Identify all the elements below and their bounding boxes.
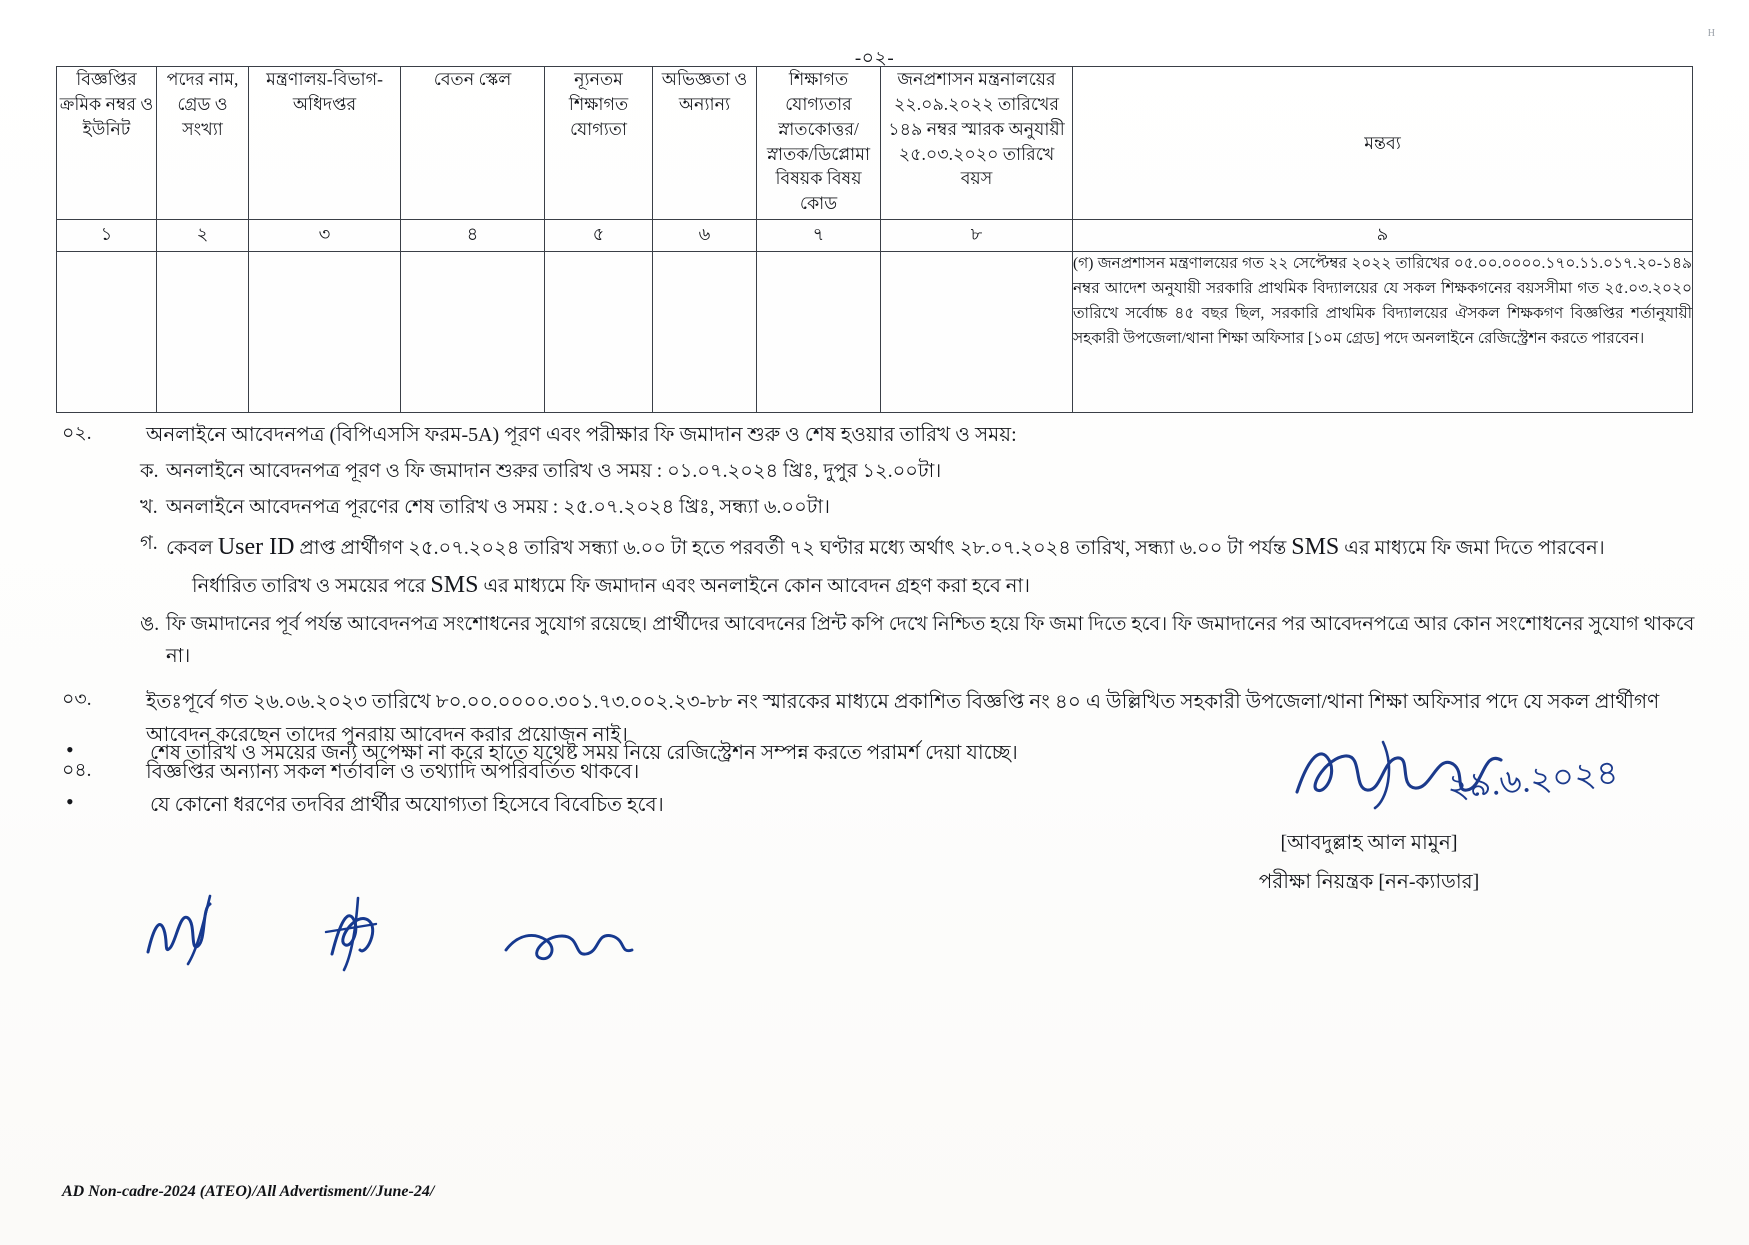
subitem-kha	[140, 492, 1696, 524]
column-number: ৪	[401, 220, 545, 252]
clause-04-text: বিজ্ঞপ্তির অন্যান্য সকল শর্তাবলি ও তথ্যাদি অপরিবর্তিত থাকবে।	[146, 761, 640, 784]
table-header-remarks: মন্তব্য	[1073, 67, 1693, 220]
clause-04-number: ০৪.	[62, 760, 92, 782]
table-header-post: পদের নাম, গ্রেড ও সংখ্যা	[157, 67, 249, 220]
subitem-ga-line2-b: এর মাধ্যমে ফি জমাদান এবং অনলাইনে কোন আবেদন গ্রহণ করা হবে না।	[478, 576, 1030, 598]
subitem-ga-line1-c: এর মাধ্যমে ফি জমা দিতে পারবেন।	[1339, 537, 1605, 559]
column-number: ৩	[249, 220, 401, 252]
clause-02-number: ০২.	[62, 423, 92, 444]
footer-reference: AD Non-cadre-2024 (ATEO)/All Advertisment//June-24/	[62, 1183, 435, 1200]
subitem-kha-text: অনলাইনে আবেদনপত্র পূরণের শেষ তারিখ ও সময় : ২৫.০৭.২০২৪ খ্রিঃ, সন্ধ্যা ৬.০০টা।	[166, 496, 831, 518]
column-number: ৬	[653, 220, 757, 252]
table-header-serial: বিজ্ঞপ্তির ক্রমিক নম্বর ও ইউনিট	[57, 67, 157, 220]
subitem-kha-marker: খ.	[140, 496, 158, 518]
cell-remarks: (গ) জনপ্রশাসন মন্ত্রণালয়ের গত ২২ সেপ্টেম্বর ২০২২ তারিখের ০৫.০০.০০০০.১৭০.১১.০১৭.২০-১৪৯ নম্বর আদেশ অনুযায়ী সরকারি প্রাথমিক বিদ্যালয়ের যে সকল শিক্ষকগনের বয়সসীমা গত ২৫.০৩.২০২০ তারিখে সর্বোচ্চ ৪৫ বছর ছিল, সরকারি প্রাথমিক বিদ্যালয়ের ঐসকল শিক্ষকগণ বিজ্ঞপ্তির শর্তানুযায়ী সহকারী উপজেলা/থানা শিক্ষা অফিসার [১০ম গ্রেড] পদে অনলাইনে রেজিস্ট্রেশন করতে পারবেন।	[1073, 252, 1693, 413]
subitem-ga-line2-a: নির্ধারিত তারিখ ও সময়ের পরে	[192, 576, 431, 598]
subitem-ga	[140, 528, 1696, 606]
corner-mark: H	[1707, 28, 1715, 39]
handwritten-signature	[1109, 740, 1629, 812]
column-number: ৫	[545, 220, 653, 252]
subitem-ga-userid-label: User ID	[217, 533, 295, 560]
cell-experience	[653, 252, 757, 413]
bullet-text: শেষ তারিখ ও সময়ের জন্য অপেক্ষা না করে হাতে যথেষ্ট সময় নিয়ে রেজিস্ট্রেশন সম্পন্ন করতে পরামর্শ দেয়া যাচ্ছে।	[150, 742, 1018, 764]
clause-03-text: ইতঃপূর্বে গত ২৬.০৬.২০২৩ তারিখে ৮০.০০.০০০০.৩০১.৭৩.০০২.২৩-৮৮ নং স্মারকের মাধ্যমে প্রকাশিত বিজ্ঞপ্তি নং ৪০ এ উল্লিখিত সহকারী উপজেলা/থানা শিক্ষা অফিসার পদে যে সকল প্রার্থীগণ আবেদন করেছেন তাদের পুনরায় আবেদন করার প্রয়োজন নাই।	[146, 691, 1660, 746]
additional-signatures	[140, 890, 760, 980]
column-number: ৮	[881, 220, 1073, 252]
column-number: ৯	[1073, 220, 1693, 252]
cell-min-education	[545, 252, 653, 413]
bullet-marker: •	[66, 737, 74, 762]
initial-signature-two-icon	[310, 894, 420, 974]
subitem-ga-body	[166, 528, 1696, 606]
cell-age	[881, 252, 1073, 413]
table-row	[57, 252, 1693, 413]
bullet-marker: •	[66, 789, 74, 814]
table-column-number-row	[57, 220, 1693, 252]
notice-table	[56, 66, 1693, 413]
subitem-uo-text: ফি জমাদানের পূর্ব পর্যন্ত আবেদনপত্র সংশোধনের সুযোগ রয়েছে। প্রার্থীদের আবেদনের প্রিন্ট কপি দেখে নিশ্চিত হয়ে ফি জমা দিতে হবে। ফি জমাদানের পর আবেদনপত্রে আর কোন সংশোধনের সুযোগ থাকবে না।	[166, 614, 1695, 667]
signatory-title: পরীক্ষা নিয়ন্ত্রক [নন-ক্যাডার]	[1258, 871, 1480, 893]
table-header-age: জনপ্রশাসন মন্ত্রনালয়ের ২২.০৯.২০২২ তারিখের ১৪৯ নম্বর স্মারক অনুযায়ী ২৫.০৩.২০২০ তারিখে বয়স	[881, 67, 1073, 220]
column-number: ৭	[757, 220, 881, 252]
cell-serial	[57, 252, 157, 413]
table-header-subject-code: শিক্ষাগত যোগ্যতার স্নাতকোত্তর/স্নাতক/ডিপ্লোমা বিষয়ক বিষয় কোড	[757, 67, 881, 220]
signature-date: ২৯.৬.২০২৪	[1445, 754, 1621, 807]
subitem-ga-line2	[192, 566, 1696, 605]
table-header-experience: অভিজ্ঞতা ও অন্যান্য	[653, 67, 757, 220]
signatory-name: [আবদুল্লাহ আল মামুন]	[1280, 832, 1458, 854]
clause-02-subitems	[140, 456, 1696, 672]
subitem-uo-marker: ঙ.	[140, 614, 160, 636]
clause-02-text: অনলাইনে আবেদনপত্র (বিপিএসসি ফরম-5A) পূরণ এবং পরীক্ষার ফি জমাদান শুরু ও শেষ হওয়ার তারিখ ও সময়:	[146, 424, 1017, 446]
cell-subject-code	[757, 252, 881, 413]
table-header-min-education: ন্যূনতম শিক্ষাগত যোগ্যতা	[545, 67, 653, 220]
subitem-ga-marker: গ.	[140, 532, 158, 554]
page-number: -০২-	[854, 48, 895, 69]
table-header-ministry: মন্ত্রণালয়-বিভাগ-অধিদপ্তর	[249, 67, 401, 220]
clause-02	[56, 420, 1696, 450]
table-header-payscale: বেতন স্কেল	[401, 67, 545, 220]
initial-signature-one-icon	[140, 890, 250, 970]
cell-payscale	[401, 252, 545, 413]
cell-post	[157, 252, 249, 413]
subitem-ka-text: অনলাইনে আবেদনপত্র পূরণ ও ফি জমাদান শুরুর তারিখ ও সময় : ০১.০৭.২০২৪ খ্রিঃ, দুপুর ১২.০০টা।	[166, 461, 942, 483]
subitem-ka	[140, 456, 1696, 488]
signature-block	[1109, 740, 1629, 900]
subitem-ka-marker: ক.	[140, 461, 159, 483]
clause-03-number: ০৩.	[62, 689, 92, 711]
column-number: ২	[157, 220, 249, 252]
initial-signature-three-icon	[500, 910, 660, 980]
column-number: ১	[57, 220, 157, 252]
cell-ministry	[249, 252, 401, 413]
subitem-uo	[140, 609, 1696, 672]
bullet-text: যে কোনো ধরণের তদবির প্রার্থীর অযোগ্যতা হিসেবে বিবেচিত হবে।	[150, 794, 664, 816]
subitem-ga-sms-label-1: SMS	[1291, 533, 1340, 560]
subitem-ga-sms-label-2: SMS	[430, 572, 479, 599]
subitem-ga-line1-b: প্রাপ্ত প্রার্থীগণ ২৫.০৭.২০২৪ তারিখ সন্ধ্যা ৬.০০ টা হতে পরবর্তী ৭২ ঘণ্টার মধ্যে অর্থাৎ ২৮.০৭.২০২৪ তারিখ, সন্ধ্যা ৬.০০ টা পর্যন্ত	[294, 537, 1292, 559]
table-header-row	[57, 67, 1693, 220]
subitem-ga-line1-a: কেবল	[166, 537, 218, 559]
